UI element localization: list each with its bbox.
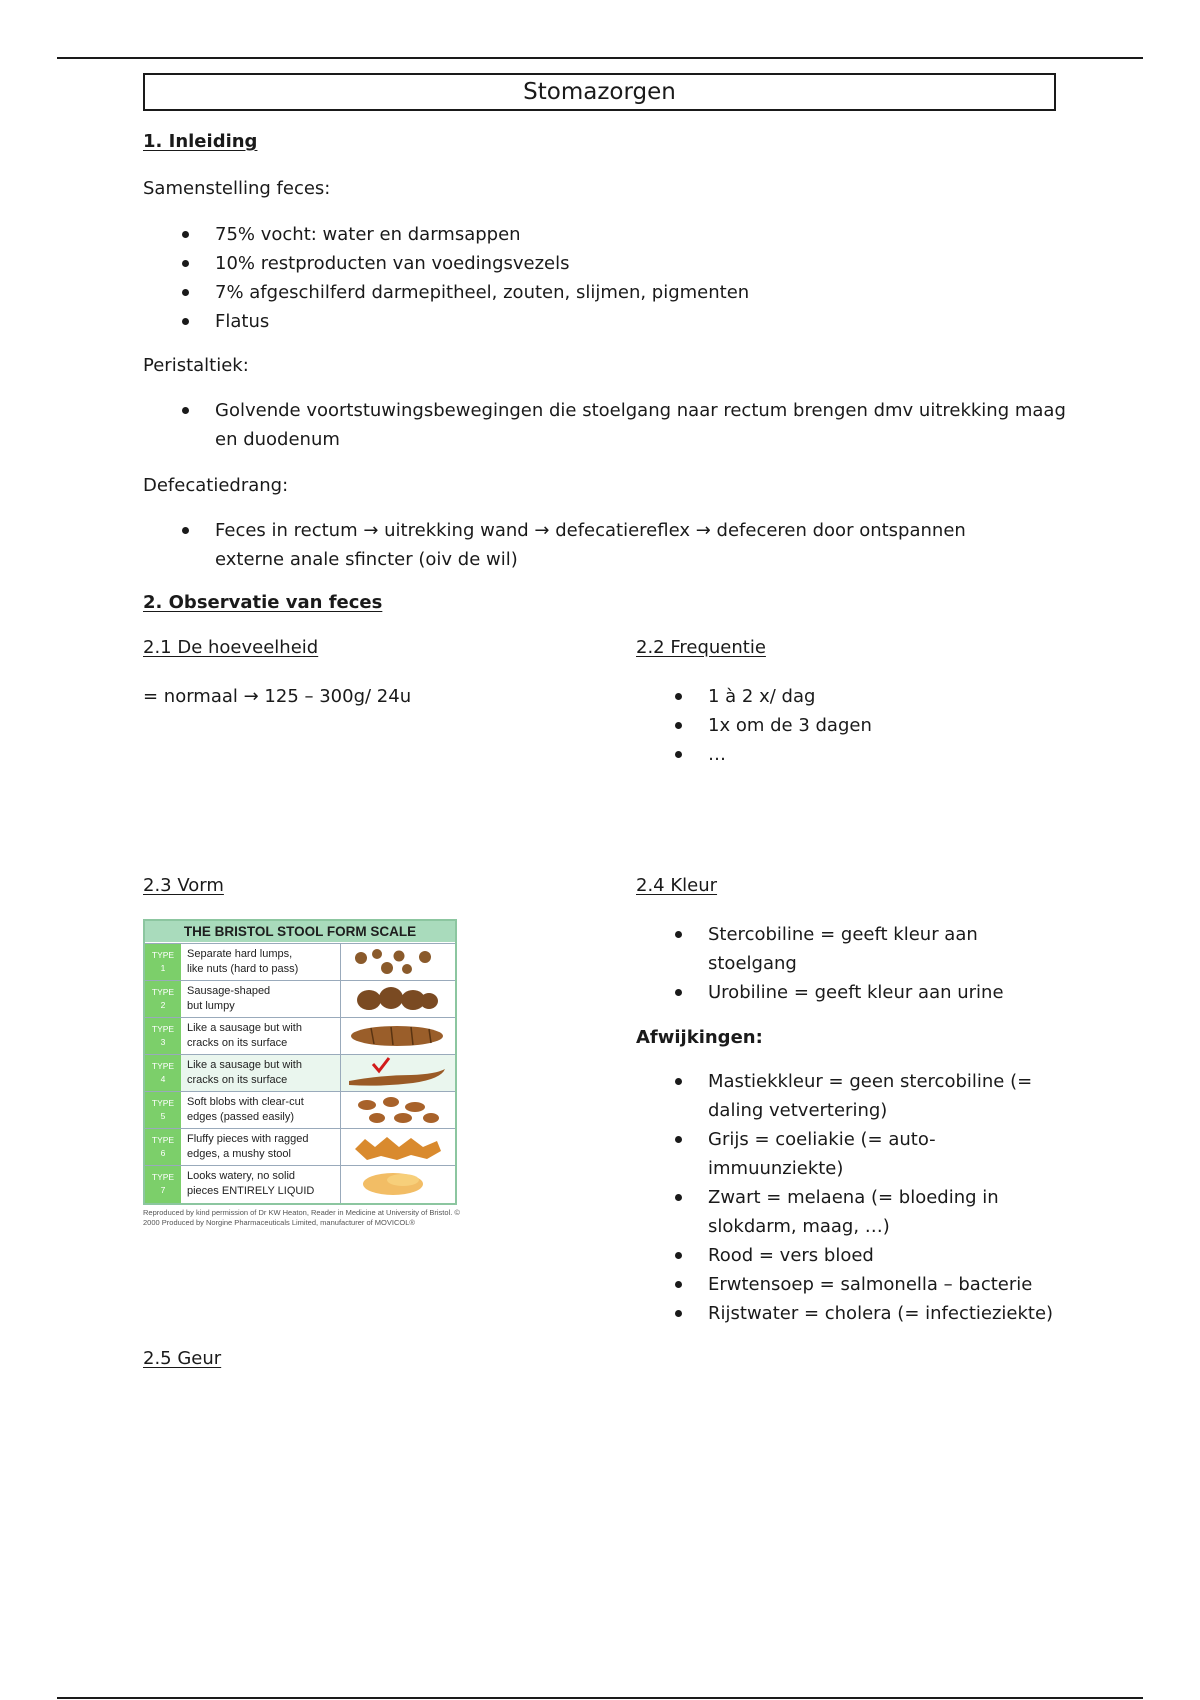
- vorm-heading: 2.3 Vorm: [143, 875, 224, 896]
- list-item: Erwtensoep = salmonella – bacterie: [636, 1270, 1053, 1299]
- peristaltiek-line-2: en duodenum: [215, 429, 340, 450]
- peristaltiek-label: Peristaltiek:: [143, 355, 249, 376]
- chart-caption: Reproduced by kind permission of Dr KW Heaton, Reader in Medicine at University of Bristol. © 2000 Produced by Norgine Pharmaceuticals Limited, manufacturer of MOVICOL®: [143, 1208, 460, 1227]
- type-label: TYPE 1: [145, 944, 181, 981]
- page-title: Stomazorgen: [143, 73, 1056, 111]
- type-description: Looks watery, no solid pieces ENTIRELY LIQUID: [187, 1170, 315, 1197]
- peristaltiek-list: [143, 396, 1066, 454]
- kleur-heading: 2.4 Kleur: [636, 875, 718, 896]
- list-item: [143, 516, 966, 574]
- list-item: 7% afgeschilferd darmepitheel, zouten, slijmen, pigmenten: [143, 278, 749, 307]
- stool-illustration-1: [340, 944, 454, 981]
- type-label: TYPE 6: [145, 1129, 181, 1166]
- type-description: Separate hard lumps, like nuts (hard to pass): [187, 948, 299, 975]
- list-item: 1x om de 3 dagen: [636, 711, 872, 740]
- bristol-stool-chart: [143, 919, 457, 1205]
- list-item: …: [636, 740, 872, 769]
- stool-illustration-7: [340, 1166, 454, 1203]
- list-item: 10% restproducten van voedingsvezels: [143, 249, 749, 278]
- type-label: TYPE 5: [145, 1092, 181, 1129]
- stool-type-row: [145, 1017, 455, 1055]
- checkmark-icon: [373, 1058, 389, 1071]
- defecatie-line-1: Feces in rectum → uitrekking wand → defecatiereflex → defeceren door ontspannen: [215, 520, 966, 541]
- type-label: TYPE 3: [145, 1018, 181, 1055]
- frequentie-list: [636, 682, 872, 769]
- bottom-rule: [57, 1697, 1143, 1699]
- list-item: Grijs = coeliakie (= auto- immuunziekte): [636, 1125, 1053, 1183]
- stool-type-row: [145, 1165, 455, 1203]
- afwijkingen-label: Afwijkingen:: [636, 1027, 763, 1048]
- afwijkingen-list: [636, 1067, 1053, 1328]
- stool-illustration-3: [340, 1018, 454, 1055]
- type-label: TYPE 2: [145, 981, 181, 1018]
- stool-illustration-4: [340, 1055, 454, 1092]
- samenstelling-label: Samenstelling feces:: [143, 178, 331, 199]
- stool-type-row: [145, 1128, 455, 1166]
- type-description: Sausage-shaped but lumpy: [187, 985, 271, 1012]
- stool-type-row: [145, 1091, 455, 1129]
- kleur-list: [636, 920, 1004, 1007]
- defecatie-label: Defecatiedrang:: [143, 475, 289, 496]
- stool-type-row: [145, 980, 455, 1018]
- section-2-heading: 2. Observatie van feces: [143, 592, 383, 613]
- list-item: Urobiline = geeft kleur aan urine: [636, 978, 1004, 1007]
- list-item: Stercobiline = geeft kleur aan stoelgang: [636, 920, 1004, 978]
- type-description: Like a sausage but with cracks on its surface: [187, 1022, 302, 1049]
- type-description: Fluffy pieces with ragged edges, a mushy stool: [187, 1133, 309, 1160]
- list-item: 1 à 2 x/ dag: [636, 682, 872, 711]
- section-1-heading: 1. Inleiding: [143, 131, 258, 152]
- chart-title: THE BRISTOL STOOL FORM SCALE: [145, 921, 455, 942]
- type-label: TYPE 7: [145, 1166, 181, 1203]
- stool-type-row: [145, 1054, 455, 1092]
- list-item: Rijstwater = cholera (= infectieziekte): [636, 1299, 1053, 1328]
- defecatie-list: [143, 516, 966, 574]
- type-label: TYPE 4: [145, 1055, 181, 1092]
- list-item: Flatus: [143, 307, 749, 336]
- defecatie-line-2: externe anale sfincter (oiv de wil): [215, 549, 518, 570]
- samenstelling-list: [143, 220, 749, 336]
- list-item: 75% vocht: water en darmsappen: [143, 220, 749, 249]
- stool-type-row: [145, 943, 455, 981]
- hoeveelheid-text: = normaal → 125 – 300g/ 24u: [143, 686, 412, 707]
- type-description: Like a sausage but with cracks on its surface: [187, 1059, 302, 1086]
- list-item: Mastiekkleur = geen stercobiline (= daling vetvertering): [636, 1067, 1053, 1125]
- type-description: Soft blobs with clear-cut edges (passed easily): [187, 1096, 304, 1123]
- peristaltiek-line-1: Golvende voortstuwingsbewegingen die stoelgang naar rectum brengen dmv uitrekking maag: [215, 400, 1066, 421]
- stool-illustration-6: [340, 1129, 454, 1166]
- top-rule: [57, 57, 1143, 59]
- stool-illustration-5: [340, 1092, 454, 1129]
- frequentie-heading: 2.2 Frequentie: [636, 637, 766, 658]
- geur-heading: 2.5 Geur: [143, 1348, 222, 1369]
- hoeveelheid-heading: 2.1 De hoeveelheid: [143, 637, 319, 658]
- list-item: Zwart = melaena (= bloeding in slokdarm, maag, …): [636, 1183, 1053, 1241]
- stool-illustration-2: [340, 981, 454, 1018]
- list-item: [143, 396, 1066, 454]
- list-item: Rood = vers bloed: [636, 1241, 1053, 1270]
